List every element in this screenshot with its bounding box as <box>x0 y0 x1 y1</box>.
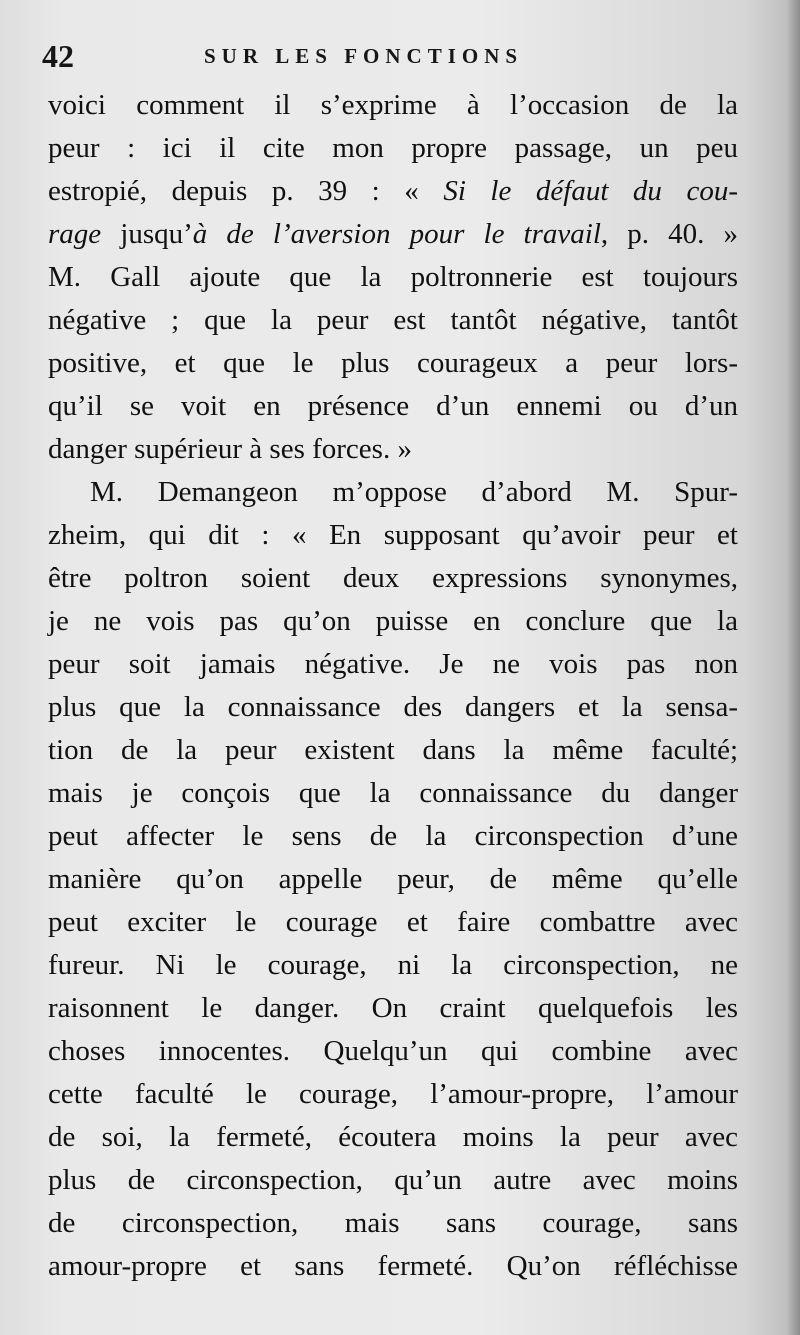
text-line <box>48 1159 738 1202</box>
text-line <box>48 385 738 428</box>
text-segment: plus que la connaissance des dangers et la sensa- <box>48 691 738 723</box>
page-number: 42 <box>42 38 74 74</box>
text-segment: rage <box>48 218 102 250</box>
text-segment: mais je conçois que la connaissance du danger <box>48 777 738 809</box>
text-segment: choses innocentes. Quelqu’un qui combine avec <box>48 1035 738 1067</box>
text-line <box>48 514 738 557</box>
text-segment: de soi, la fermeté, écoutera moins la peur avec <box>48 1121 738 1153</box>
text-segment: peut affecter le sens de la circonspection d’une <box>48 820 738 852</box>
text-line <box>48 1030 738 1073</box>
text-line <box>48 643 738 686</box>
text-line <box>48 686 738 729</box>
text-line <box>48 1073 738 1116</box>
text-line <box>48 600 738 643</box>
text-segment: Si le défaut du cou- <box>443 175 738 207</box>
text-segment: voici comment il s’exprime à l’occasion de la <box>48 89 738 121</box>
text-segment: jusqu’ <box>101 218 193 250</box>
text-line <box>48 901 738 944</box>
text-segment: zheim, qui dit : « En supposant qu’avoir peur et <box>48 519 738 551</box>
text-line <box>48 557 738 600</box>
page-edge-shadow <box>786 0 800 1335</box>
text-line <box>48 428 738 471</box>
text-segment: estropié, depuis p. 39 : « <box>48 175 444 207</box>
text-line <box>48 471 738 514</box>
text-segment: être poltron soient deux expressions synonymes, <box>48 562 738 594</box>
text-line <box>48 815 738 858</box>
text-line <box>48 1245 738 1288</box>
running-head <box>42 38 742 78</box>
text-segment: M. Gall ajoute que la poltronnerie est toujours <box>48 261 738 293</box>
text-segment: raisonnent le danger. On craint quelquefois les <box>48 992 738 1024</box>
text-line <box>48 1202 738 1245</box>
text-line <box>48 944 738 987</box>
text-segment: danger supérieur à ses forces. » <box>48 433 412 465</box>
text-segment: peut exciter le courage et faire combattre avec <box>48 906 738 938</box>
text-line <box>48 729 738 772</box>
text-line <box>48 987 738 1030</box>
text-line <box>48 127 738 170</box>
text-segment: de circonspection, mais sans courage, sans <box>48 1207 738 1239</box>
text-segment: positive, et que le plus courageux a peur lors- <box>48 347 738 379</box>
text-segment: négative ; que la peur est tantôt négative, tantôt <box>48 304 738 336</box>
text-line <box>48 858 738 901</box>
text-segment: cette faculté le courage, l’amour-propre, l’amour <box>48 1078 738 1110</box>
text-segment: qu’il se voit en présence d’un ennemi ou d’un <box>48 390 738 422</box>
text-line <box>48 1116 738 1159</box>
text-segment: peur : ici il cite mon propre passage, un peu <box>48 132 738 164</box>
text-segment: plus de circonspection, qu’un autre avec moins <box>48 1164 738 1196</box>
text-segment: M. Demangeon m’oppose d’abord M. Spur- <box>90 476 738 508</box>
text-segment: je ne vois pas qu’on puisse en conclure que la <box>48 605 738 637</box>
text-segment: peur soit jamais négative. Je ne vois pas non <box>48 648 738 680</box>
text-segment: manière qu’on appelle peur, de même qu’elle <box>48 863 738 895</box>
text-segment: à de l’aversion pour le travail <box>192 218 601 250</box>
text-segment: tion de la peur existent dans la même faculté; <box>48 734 738 766</box>
text-line <box>48 342 738 385</box>
body-text <box>48 84 738 1288</box>
text-line <box>48 256 738 299</box>
text-segment: , p. 40. » <box>600 218 738 250</box>
text-segment: amour-propre et sans fermeté. Qu’on réfléchisse <box>48 1250 738 1282</box>
text-line <box>48 170 738 213</box>
text-line <box>48 299 738 342</box>
text-line <box>48 213 738 256</box>
text-line <box>48 772 738 815</box>
running-title: SUR LES FONCTIONS <box>204 44 524 68</box>
text-segment: fureur. Ni le courage, ni la circonspection, ne <box>48 949 738 981</box>
text-line <box>48 84 738 127</box>
